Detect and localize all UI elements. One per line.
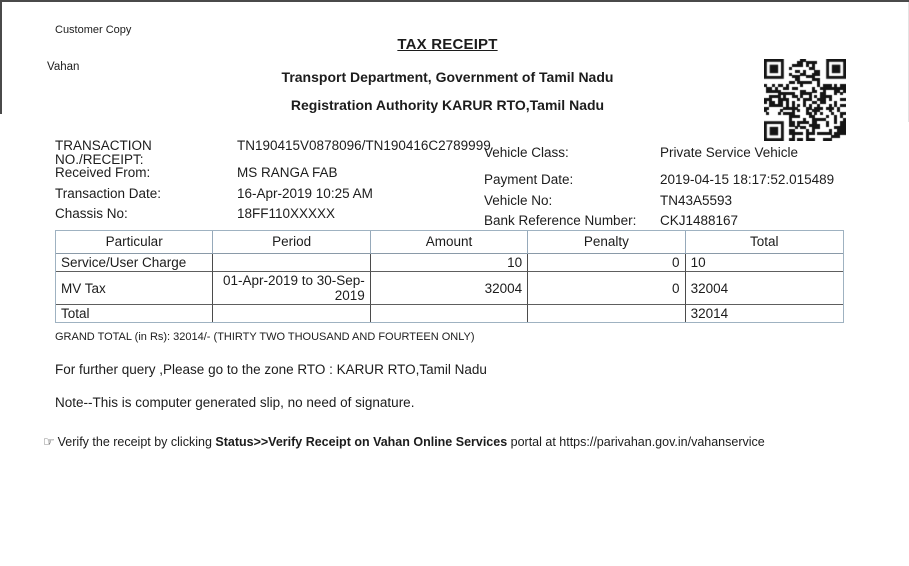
qr-code-icon [764,59,846,141]
cell-penalty [528,305,685,322]
charges-table [55,230,844,323]
cell-amount: 10 [371,254,528,272]
cell-total: 32004 [686,272,843,305]
field-label-received-from: Received From: [55,165,151,180]
pointing-hand-icon: ☞ [43,434,55,449]
org-name: Transport Department, Government of Tamil Nadu [281,69,614,85]
field-value-vehicle-no: TN43A5593 [660,192,733,208]
vahan-logo-text: Vahan [47,61,80,73]
field-label-payment-date: Payment Date: [484,172,574,187]
cell-period [213,305,370,322]
field-label-transaction-no: TRANSACTION NO./RECEIPT: [55,138,152,167]
col-header-period: Period [213,231,370,254]
page-title: TAX RECEIPT [397,36,498,53]
cell-total: 10 [686,254,843,272]
field-label-transaction-date: Transaction Date: [55,185,162,201]
table-row-mv-tax [56,272,843,305]
col-header-amount: Amount [371,231,528,254]
table-header-row [56,231,843,254]
cell-total: 32014 [690,306,729,321]
table-row-total [56,305,843,322]
verify-text-suffix: portal at https://parivahan.gov.in/vahanservice [507,435,765,449]
cell-period: 01-Apr-2019 to 30-Sep-2019 [213,272,370,305]
verify-instruction [43,434,765,450]
registration-authority: Registration Authority KARUR RTO,Tamil Nadu [290,97,605,113]
field-label-vehicle-no: Vehicle No: [484,192,553,208]
verify-text-bold: Status>>Verify Receipt on Vahan Online Services [215,435,508,449]
field-value-received-from: MS RANGA FAB [237,165,338,180]
cell-amount: 32004 [371,272,528,305]
cell-penalty: 0 [528,254,685,272]
grand-total-line: GRAND TOTAL (in Rs): 32014/- (THIRTY TWO THOUSAND AND FOURTEEN ONLY) [55,331,475,343]
field-label-chassis-no: Chassis No: [55,206,128,221]
verify-text-prefix: Verify the receipt by clicking [57,435,216,449]
table-row-service-charge [56,254,843,272]
col-header-particular: Particular [56,231,213,254]
col-header-penalty: Penalty [528,231,685,254]
header-block [0,36,895,113]
cell-particular: Total [56,305,213,322]
field-label-vehicle-class: Vehicle Class: [484,145,569,160]
field-label-bank-reference: Bank Reference Number: [484,213,637,228]
cell-period [213,254,370,272]
cell-particular: Service/User Charge [56,254,213,272]
receipt-info-grid [55,139,847,228]
col-header-total: Total [686,231,843,254]
field-value-bank-reference: CKJ1488167 [660,213,739,228]
customer-copy-label: Customer Copy [55,24,132,36]
cell-amount [371,305,528,322]
field-value-vehicle-class: Private Service Vehicle [660,145,799,160]
field-value-transaction-date: 16-Apr-2019 10:25 AM [237,185,373,201]
cell-penalty: 0 [528,272,685,305]
field-value-transaction-no: TN190415V0878096/TN190416C2789999 [237,138,491,153]
cell-particular: MV Tax [56,272,213,305]
field-value-chassis-no: 18FF110XXXXX [237,206,336,221]
computer-generated-note: Note--This is computer generated slip, no need of signature. [55,395,415,410]
further-query-line: For further query ,Please go to the zone RTO : KARUR RTO,Tamil Nadu [55,362,487,377]
field-value-payment-date: 2019-04-15 18:17:52.015489 [660,172,835,187]
